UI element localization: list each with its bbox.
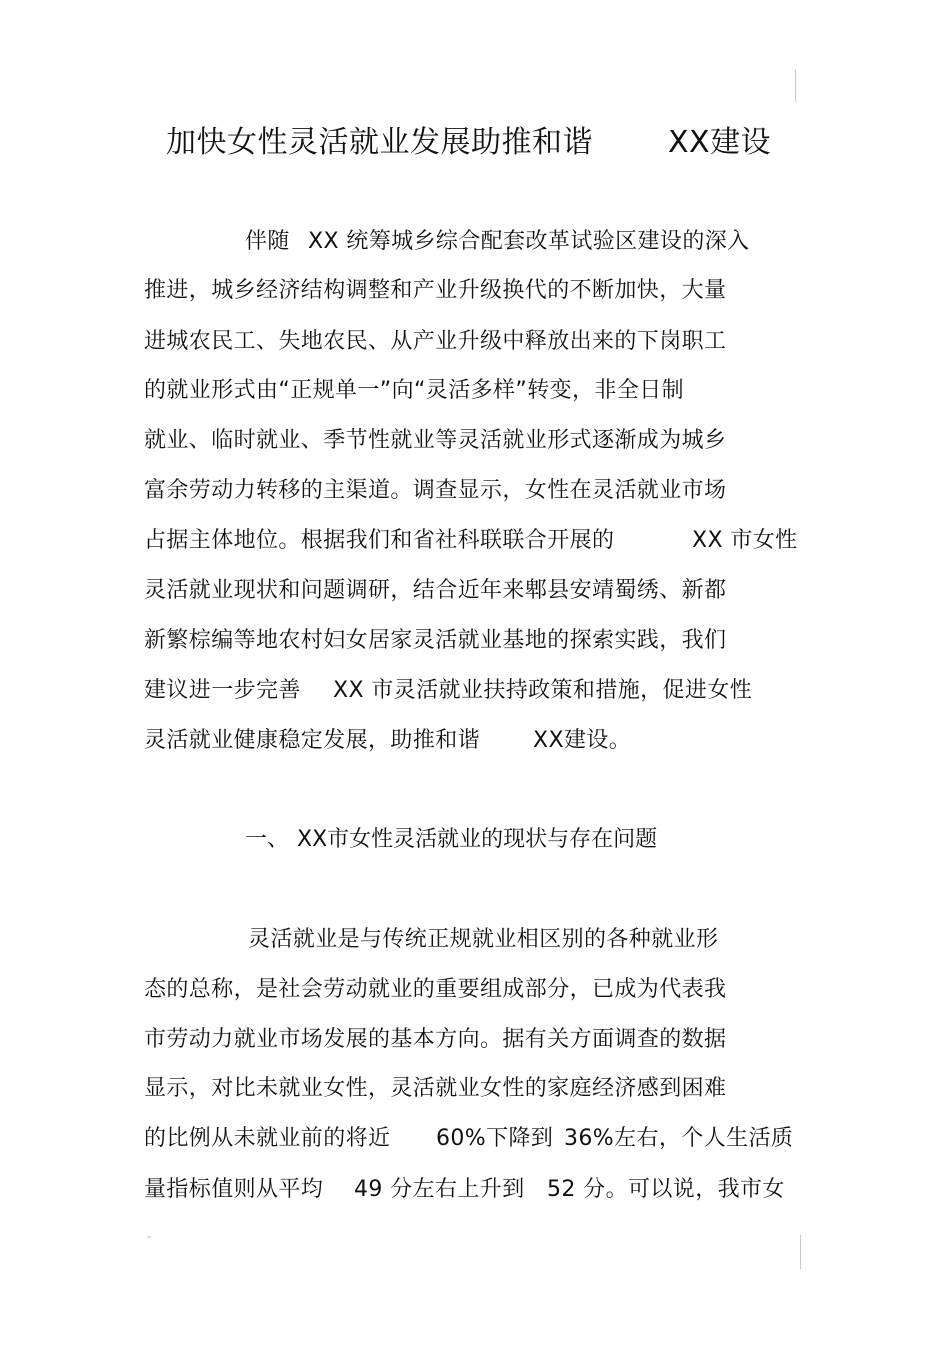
paragraph-line-segment: XX 市灵活就业扶持政策和措施，促进女性 xyxy=(333,678,753,703)
paragraph-line: 推进，城乡经济结构调整和产业升级换代的不断加快，大量 xyxy=(144,278,727,303)
paragraph-line: 显示，对比未就业女性，灵活就业女性的家庭经济感到困难 xyxy=(144,1076,727,1101)
page-corner-mark-top xyxy=(795,70,796,102)
paragraph-line-segment: 49 分左右上升到 xyxy=(354,1177,525,1202)
paragraph-line: 就业、临时就业、季节性就业等灵活就业形式逐渐成为城乡 xyxy=(144,428,727,453)
paragraph-line: 建议进一步完善 xyxy=(144,678,301,703)
paragraph-line-segment: XX 市女性 xyxy=(692,528,798,553)
paragraph-line-segment: XX建设。 xyxy=(533,728,632,753)
section-number: 一、 xyxy=(245,827,290,852)
document-title-tail: XX建设 xyxy=(668,125,772,160)
paragraph-line: 新繁棕编等地农村妇女居家灵活就业基地的探索实践，我们 xyxy=(144,628,727,653)
paragraph-line: 态的总称，是社会劳动就业的重要组成部分，已成为代表我 xyxy=(144,977,727,1002)
paragraph-line-segment: 60%下降到 xyxy=(436,1126,554,1151)
paragraph-line: 的比例从未就业前的将近 xyxy=(144,1126,391,1151)
paragraph-line: 量指标值则从平均 xyxy=(144,1177,324,1202)
paragraph-line: 伴随 xyxy=(245,229,290,254)
paragraph-line-segment: 36%左右，个人生活质 xyxy=(564,1126,794,1151)
paragraph-line: 市劳动力就业市场发展的基本方向。据有关方面调查的数据 xyxy=(144,1027,727,1052)
page-corner-mark-bottom xyxy=(800,1235,801,1269)
paragraph-line-segment: 52 分。可以说，我市女 xyxy=(547,1177,785,1202)
paragraph-line: 灵活就业健康稳定发展，助推和谐 xyxy=(144,728,481,753)
paragraph-line: 灵活就业现状和问题调研，结合近年来郫县安靖蜀绣、新都 xyxy=(144,578,727,603)
section-title: XX市女性灵活就业的现状与存在问题 xyxy=(297,827,658,852)
paragraph-line: 占据主体地位。根据我们和省社科联联合开展的 xyxy=(144,528,615,553)
document-title: 加快女性灵活就业发展助推和谐 xyxy=(166,125,593,160)
page-corner-dot xyxy=(147,1236,151,1238)
paragraph-line: 的就业形式由“正规单一”向“灵活多样”转变，非全日制 xyxy=(144,378,684,403)
paragraph-line-segment: XX 统筹城乡综合配套改革试验区建设的深入 xyxy=(308,229,750,254)
paragraph-line: 进城农民工、失地农民、从产业升级中释放出来的下岗职工 xyxy=(144,329,727,354)
paragraph-line: 灵活就业是与传统正规就业相区别的各种就业形 xyxy=(248,927,719,952)
paragraph-line: 富余劳动力转移的主渠道。调查显示，女性在灵活就业市场 xyxy=(144,478,727,503)
